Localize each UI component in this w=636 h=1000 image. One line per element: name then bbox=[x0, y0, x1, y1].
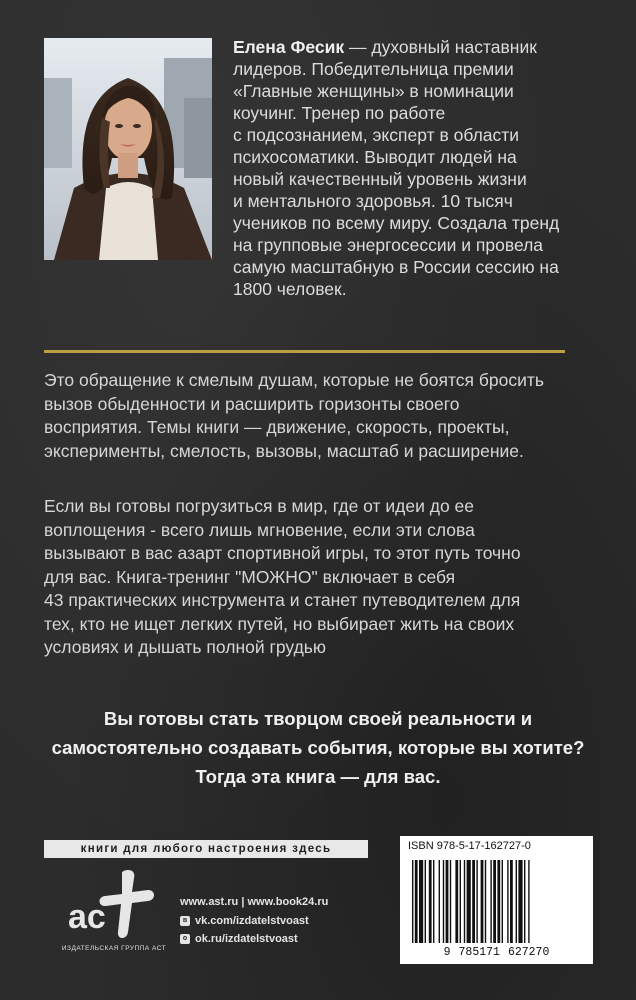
cta-line: Тогда эта книга — для вас. bbox=[195, 766, 441, 787]
ok-text: ok.ru/izdatelstvoast bbox=[195, 933, 298, 945]
vk-text: vk.com/izdatelstvoast bbox=[195, 914, 309, 927]
publisher-caption: ИЗДАТЕЛЬСКАЯ ГРУППА АСТ bbox=[61, 945, 167, 952]
bio-line: психосоматики. Выводит людей на bbox=[233, 147, 517, 167]
websites-text: www.ast.ru | www.book24.ru bbox=[180, 896, 329, 908]
isbn-label: ISBN 978-5-17-162727-0 bbox=[408, 840, 531, 852]
author-photo bbox=[44, 38, 212, 260]
author-bio bbox=[233, 36, 593, 300]
bio-line: — духовный наставник bbox=[344, 37, 537, 57]
websites-link[interactable] bbox=[180, 893, 328, 912]
vk-icon: в bbox=[180, 916, 190, 926]
call-to-action bbox=[20, 704, 616, 791]
ast-logo-icon bbox=[62, 866, 162, 946]
ok-link[interactable] bbox=[180, 930, 328, 949]
author-portrait-image bbox=[44, 38, 212, 260]
bio-line: учеников по всему миру. Создала тренд bbox=[233, 213, 560, 233]
text-line: вызывают в вас азарт спортивной игры, то этот путь точно bbox=[44, 543, 521, 563]
svg-text:ас: ас bbox=[68, 898, 106, 936]
slogan-banner: книги для любого настроения здесь bbox=[44, 840, 368, 858]
ok-icon: o bbox=[180, 934, 190, 944]
publisher-links bbox=[180, 893, 328, 949]
bio-line: самую масштабную в России сессию на bbox=[233, 257, 559, 277]
gold-divider bbox=[44, 350, 565, 353]
description-paragraph-2 bbox=[44, 495, 604, 660]
text-line: 43 практических инструмента и станет путеводителем для bbox=[44, 590, 521, 610]
text-line: условиях и дышать полной грудью bbox=[44, 637, 327, 657]
barcode-digit-group: 627270 bbox=[507, 946, 550, 959]
text-line: для вас. Книга-тренинг "МОЖНО" включает в себя bbox=[44, 566, 456, 587]
bio-line: лидеров. Победительница премии bbox=[233, 59, 514, 79]
bio-line: с подсознанием, эксперт в области bbox=[233, 125, 520, 145]
barcode-icon bbox=[408, 860, 585, 943]
bio-line: коучинг. Тренер по работе bbox=[233, 103, 446, 123]
vk-link[interactable] bbox=[180, 912, 328, 931]
barcode-digit-group: 9 bbox=[443, 946, 451, 959]
description-paragraph-1 bbox=[44, 369, 604, 463]
cta-line: Вы готовы стать творцом своей реальности и bbox=[103, 708, 533, 729]
text-line: Это обращение к смелым душам, которые не боятся бросить bbox=[44, 370, 545, 390]
isbn-barcode-box bbox=[400, 836, 593, 964]
author-name: Елена Фесик bbox=[233, 37, 345, 57]
bio-line: «Главные женщины» в номинации bbox=[233, 81, 514, 101]
text-line: вызов обыденности и расширить горизонты своего bbox=[44, 393, 460, 414]
barcode-digits bbox=[400, 946, 593, 959]
bio-line: и ментального здоровья. 10 тысяч bbox=[233, 191, 513, 211]
text-line: восприятия. Темы книги — движение, скорость, проекты, bbox=[44, 417, 510, 437]
text-line: Если вы готовы погрузиться в мир, где от идеи до ее bbox=[44, 496, 475, 516]
bio-line: на групповые энергосессии и провела bbox=[233, 235, 544, 255]
text-line: воплощения - всего лишь мгновение, если эти слова bbox=[44, 519, 475, 540]
barcode-digit-group: 785171 bbox=[458, 946, 500, 959]
text-line: тех, кто не ищет легких путей, но выбирает жить на своих bbox=[44, 613, 515, 634]
bio-line: 1800 человек. bbox=[233, 279, 347, 299]
cta-line: самостоятельно создавать события, которые вы хотите? bbox=[51, 737, 585, 758]
bio-line: новый качественный уровень жизни bbox=[233, 169, 527, 189]
text-line: эксперименты, смелость, вызовы, масштаб и расширение. bbox=[44, 440, 524, 461]
